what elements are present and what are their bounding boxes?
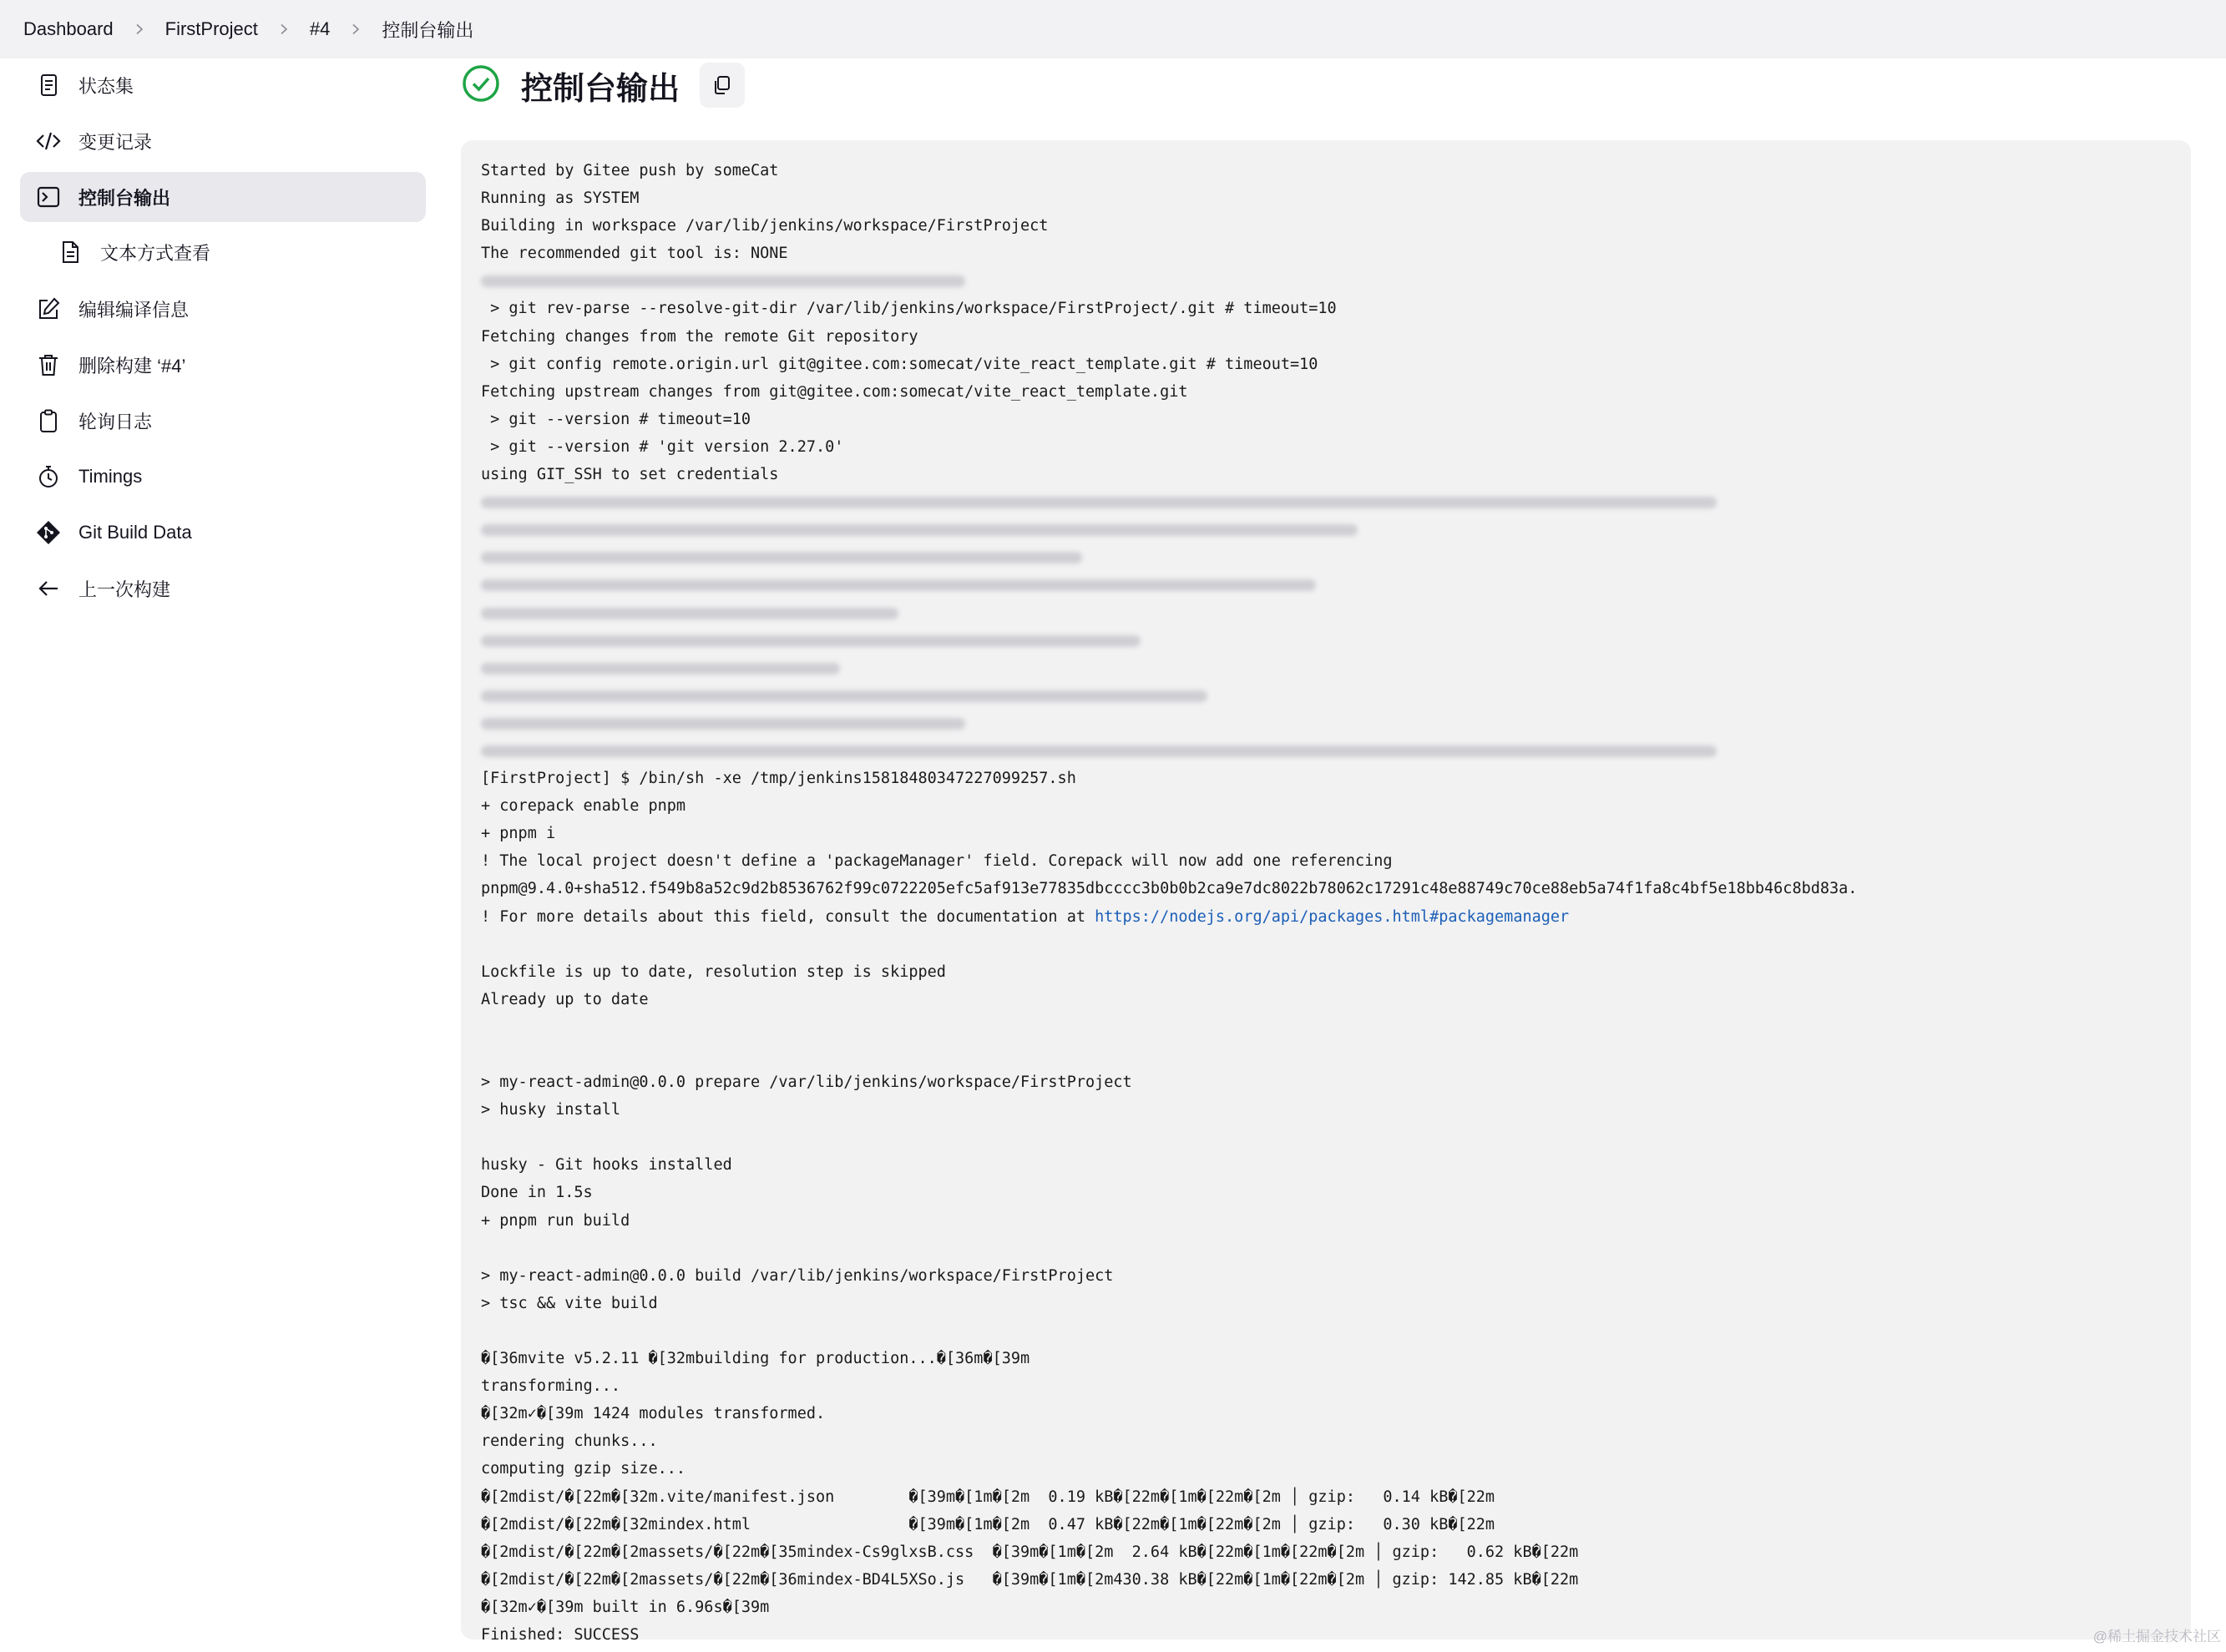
console-line-text: The recommended git tool is: NONE <box>481 245 788 263</box>
console-line-text: + pnpm run build <box>481 1211 630 1230</box>
watermark: @稀土掘金技术社区 <box>2092 1629 2221 1644</box>
sidebar-item-label: 删除构建 ‘#4’ <box>78 355 186 376</box>
file-text-icon <box>57 239 83 265</box>
console-line-text: �[2mdist/�[22m�[2massets/�[22m�[35mindex-Cs9glxsB.css �[39m�[1m�[2m 2.64 kB�[22m�[1m�[22m�[2m │ gzip: 0.62 kB�[22m <box>481 1543 1579 1561</box>
sidebar-item-label: 状态集 <box>78 75 134 97</box>
console-line <box>481 1235 2171 1262</box>
console-line <box>481 406 2171 433</box>
sidebar-item-delete-build[interactable] <box>20 340 426 390</box>
breadcrumb <box>0 0 2226 58</box>
console-line <box>481 295 2171 322</box>
breadcrumb-console[interactable]: 控制台输出 <box>382 19 474 41</box>
edit-icon <box>35 296 62 322</box>
console-line <box>481 1096 2171 1124</box>
console-line <box>481 931 2171 958</box>
console-line <box>481 378 2171 406</box>
console-line <box>481 792 2171 820</box>
console-link[interactable]: https://nodejs.org/api/packages.html#packagemanager <box>1095 907 1570 926</box>
console-line <box>481 433 2171 461</box>
console-line <box>481 1179 2171 1206</box>
console-line-text: �[2mdist/�[22m�[32mindex.html �[39m�[1m�[2m 0.47 kB�[22m�[1m�[22m�[2m │ gzip: 0.30 kB�[22m <box>481 1515 1495 1533</box>
console-line <box>481 351 2171 378</box>
code-icon <box>35 128 62 154</box>
console-line <box>481 765 2171 792</box>
console-line <box>481 461 2171 488</box>
sidebar-item-label: 编辑编译信息 <box>78 299 190 321</box>
console-line-text: Finished: SUCCESS <box>481 1625 640 1644</box>
redacted-text <box>481 608 898 619</box>
chevron-right-icon <box>278 23 290 35</box>
arrow-left-icon <box>35 575 62 602</box>
console-line <box>481 1124 2171 1151</box>
console-line-text: > git --version # timeout=10 <box>481 410 751 428</box>
console-line <box>481 875 2171 902</box>
console-line <box>481 1427 2171 1455</box>
console-line-text: > git rev-parse --resolve-git-dir /var/lib/jenkins/workspace/FirstProject/.git # timeout=10 <box>481 300 1337 318</box>
console-line-text: + corepack enable pnpm <box>481 797 686 816</box>
breadcrumb-dashboard[interactable]: Dashboard <box>23 18 114 39</box>
console-line-text: Started by Gitee push by someCat <box>481 162 779 179</box>
console-line-text: > tsc && vite build <box>481 1294 658 1312</box>
console-line <box>481 1538 2171 1566</box>
console-line-text: �[2mdist/�[22m�[32m.vite/manifest.json �[39m�[1m�[2m 0.19 kB�[22m�[1m�[22m�[2m │ gzip: 0.14 kB�[22m <box>481 1488 1495 1506</box>
page-title: 控制台输出 <box>521 71 680 107</box>
console-line <box>481 599 2171 627</box>
git-icon <box>35 519 62 546</box>
sidebar-item-status[interactable] <box>20 60 426 110</box>
console-line-text: > git --version # 'git version 2.27.0' <box>481 437 844 456</box>
console-line <box>481 516 2171 543</box>
console-line-text: �[36mvite v5.2.11 �[32mbuilding for production...�[36m�[39m <box>481 1350 1030 1368</box>
console-line-text: transforming... <box>481 1377 621 1396</box>
console-line <box>481 958 2171 986</box>
console-line <box>481 323 2171 351</box>
console-line <box>481 1290 2171 1317</box>
console-line-text: > my-react-admin@0.0.0 build /var/lib/jenkins/workspace/FirstProject <box>481 1266 1114 1285</box>
redacted-text <box>481 718 965 730</box>
redacted-text <box>481 745 1717 757</box>
console-line <box>481 847 2171 875</box>
console-line <box>481 1041 2171 1068</box>
console-line-text: [FirstProject] $ /bin/sh -xe /tmp/jenkins15818480347227099257.sh <box>481 770 1076 788</box>
console-line <box>481 1345 2171 1372</box>
trash-icon <box>35 351 62 378</box>
sidebar-item-polling-log[interactable] <box>20 396 426 446</box>
redacted-text <box>481 524 1358 536</box>
redacted-text <box>481 497 1717 508</box>
console-line <box>481 1594 2171 1621</box>
console-line <box>481 543 2171 571</box>
console-line-text: computing gzip size... <box>481 1460 686 1478</box>
console-line-text: husky - Git hooks installed <box>481 1156 732 1175</box>
console-line <box>481 1455 2171 1483</box>
console-line <box>481 820 2171 847</box>
redacted-text <box>481 552 1082 563</box>
console-line <box>481 986 2171 1013</box>
console-line-text: �[2mdist/�[22m�[2massets/�[22m�[36mindex-BD4L5XSo.js �[39m�[1m�[2m430.38 kB�[22m�[1m�[22m�[2m │ gzip: 142.85 kB�[22m <box>481 1570 1579 1589</box>
stopwatch-icon <box>35 463 62 490</box>
console-line-text: + pnpm i <box>481 825 556 843</box>
chevron-right-icon <box>350 23 362 35</box>
sidebar-item-label: 上一次构建 <box>78 578 171 600</box>
console-line <box>481 903 2171 931</box>
console-line <box>481 654 2171 682</box>
sidebar-item-label: 文本方式查看 <box>100 242 211 264</box>
console-line <box>481 267 2171 295</box>
document-icon <box>35 72 62 99</box>
console-line <box>481 1483 2171 1511</box>
redacted-text <box>481 690 1207 702</box>
sidebar-item-timings[interactable] <box>20 452 426 502</box>
sidebar-item-plain-text[interactable] <box>20 227 426 277</box>
console-line-text: �[32m✓�[39m built in 6.96s�[39m <box>481 1598 770 1616</box>
console-line-text: > husky install <box>481 1101 621 1119</box>
console-output <box>461 140 2191 1644</box>
console-line <box>481 627 2171 654</box>
sidebar-item-label: Git Build Data <box>78 522 192 543</box>
console-line-text: > git config remote.origin.url git@gitee.com:somecat/vite_react_template.git # timeout=10 <box>481 355 1318 373</box>
redacted-text <box>481 663 840 674</box>
console-line <box>481 1372 2171 1400</box>
sidebar-item-changes[interactable] <box>20 116 426 166</box>
console-line <box>481 1511 2171 1538</box>
redacted-text <box>481 275 965 287</box>
page-header <box>461 60 745 110</box>
console-line <box>481 1566 2171 1594</box>
console-line <box>481 1400 2171 1427</box>
copy-button[interactable] <box>700 63 745 108</box>
terminal-icon <box>35 184 62 210</box>
clipboard-icon <box>35 407 62 434</box>
console-line <box>481 1068 2171 1096</box>
sidebar-item-edit-info[interactable] <box>20 284 426 334</box>
breadcrumb-build[interactable]: #4 <box>309 18 331 39</box>
redacted-text <box>481 635 1141 647</box>
console-line-text: Fetching upstream changes from git@gitee.com:somecat/vite_react_template.git <box>481 382 1188 401</box>
console-line <box>481 488 2171 516</box>
sidebar-item-console[interactable] <box>20 172 426 222</box>
console-line <box>481 1262 2171 1290</box>
console-line-text: Lockfile is up to date, resolution step is skipped <box>481 962 946 981</box>
chevron-right-icon <box>134 23 145 35</box>
sidebar-item-label: 轮询日志 <box>78 411 153 432</box>
sidebar-item-git-build-data[interactable] <box>20 508 426 558</box>
console-line <box>481 682 2171 710</box>
sidebar-item-label: 变更记录 <box>78 131 153 153</box>
console-line <box>481 571 2171 599</box>
console-line-text: ! For more details about this field, consult the documentation at <box>481 907 1095 926</box>
console-line <box>481 710 2171 737</box>
console-line <box>481 212 2171 240</box>
console-line-text: Fetching changes from the remote Git repository <box>481 327 918 346</box>
console-lines <box>481 157 2171 1649</box>
console-line-text: > my-react-admin@0.0.0 prepare /var/lib/jenkins/workspace/FirstProject <box>481 1074 1132 1092</box>
sidebar-item-label: Timings <box>78 466 143 487</box>
console-line <box>481 1317 2171 1345</box>
console-line <box>481 157 2171 184</box>
console-line-text: Running as SYSTEM <box>481 189 640 208</box>
console-line-text: ! The local project doesn't define a 'packageManager' field. Corepack will now add one referencing <box>481 852 1393 871</box>
console-line-text: Done in 1.5s <box>481 1184 593 1202</box>
console-line <box>481 184 2171 212</box>
sidebar-item-previous-build[interactable] <box>20 563 426 614</box>
console-line <box>481 1013 2171 1041</box>
console-line <box>481 1151 2171 1179</box>
success-check-icon <box>461 63 501 108</box>
console-line-text: using GIT_SSH to set credentials <box>481 466 779 484</box>
copy-icon <box>711 74 733 96</box>
console-line-text: rendering chunks... <box>481 1432 658 1451</box>
redacted-text <box>481 579 1316 591</box>
breadcrumb-project[interactable]: FirstProject <box>164 18 258 39</box>
sidebar-item-label: 控制台输出 <box>78 187 171 209</box>
console-line <box>481 1621 2171 1649</box>
console-line <box>481 240 2171 267</box>
console-line-text: Building in workspace /var/lib/jenkins/workspace/FirstProject <box>481 217 1049 235</box>
console-line-text: Already up to date <box>481 990 649 1008</box>
console-line-text: pnpm@9.4.0+sha512.f549b8a52c9d2b8536762f99c0722205efc5af913e77835dbcccc3b0b0b2ca9e7dc8022b78062c17291c48e88749c70ce88eb5a74f1fa8c4bf5e18bb46c8bd83a. <box>481 880 1858 898</box>
console-line-text: �[32m✓�[39m 1424 modules transformed. <box>481 1405 826 1423</box>
console-line <box>481 1207 2171 1235</box>
console-line <box>481 737 2171 765</box>
